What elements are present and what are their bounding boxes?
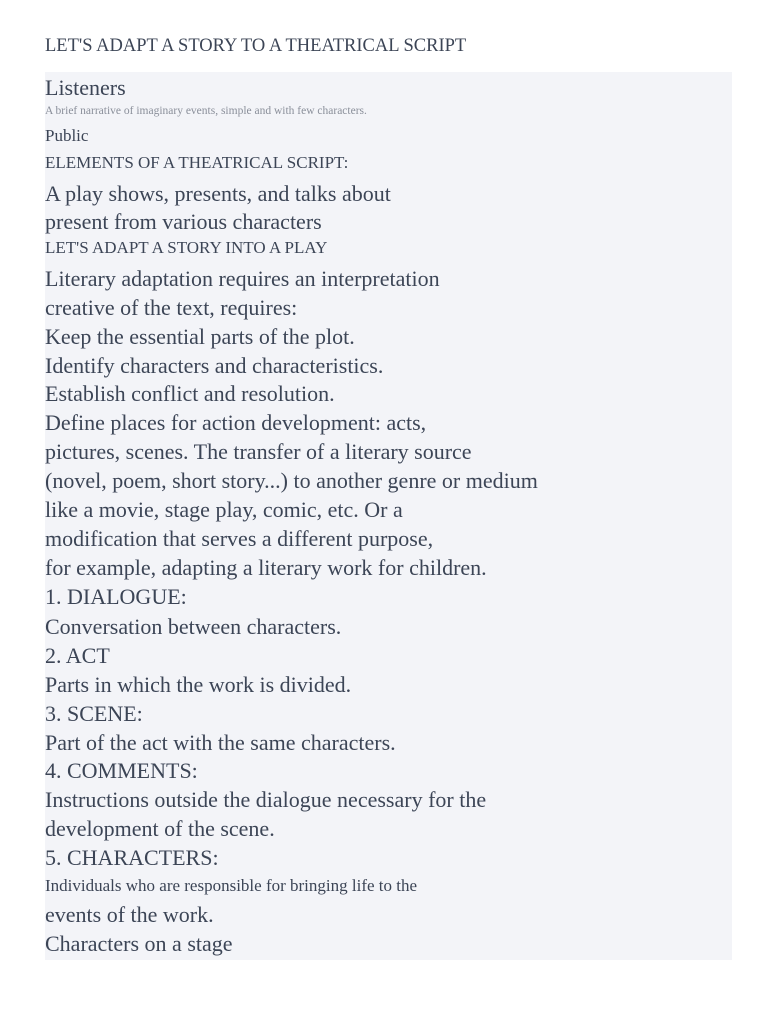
page-title: LET'S ADAPT A STORY TO A THEATRICAL SCRIPT (45, 36, 467, 56)
body-text-line: Establish conflict and resolution. (45, 381, 335, 406)
list-heading-characters: 5. CHARACTERS: (45, 845, 219, 870)
body-text-line: present from various characters (45, 209, 322, 234)
list-item-text: Parts in which the work is divided. (45, 672, 352, 697)
body-text-line: Define places for action development: acts, (45, 410, 427, 435)
list-heading-comments: 4. COMMENTS: (45, 758, 198, 783)
body-text-line: Keep the essential parts of the plot. (45, 324, 355, 349)
list-item-text: Characters on a stage (45, 931, 233, 956)
body-text-line: creative of the text, requires: (45, 295, 298, 320)
body-text-line: A play shows, presents, and talks about (45, 181, 391, 206)
section-heading-listeners: Listeners (45, 75, 126, 100)
body-text-line: modification that serves a different purpose, (45, 526, 434, 551)
body-text-line: (novel, poem, short story...) to another genre or medium (45, 468, 538, 493)
section-heading-public: Public (45, 126, 89, 145)
section-heading-adapt: LET'S ADAPT A STORY INTO A PLAY (45, 238, 328, 257)
section-heading-elements: ELEMENTS OF A THEATRICAL SCRIPT: (45, 153, 349, 172)
list-heading-dialogue: 1. DIALOGUE: (45, 584, 187, 609)
list-heading-scene: 3. SCENE: (45, 701, 143, 726)
body-text-line: like a movie, stage play, comic, etc. Or a (45, 497, 403, 522)
list-item-text: events of the work. (45, 902, 214, 927)
list-item-text: Part of the act with the same characters. (45, 730, 396, 755)
list-item-text: Individuals who are responsible for bringing life to the (45, 876, 418, 895)
body-text-line: Literary adaptation requires an interpretation (45, 266, 440, 291)
list-item-text: development of the scene. (45, 816, 275, 841)
body-text-line: pictures, scenes. The transfer of a literary source (45, 439, 472, 464)
body-text-line: Identify characters and characteristics. (45, 353, 384, 378)
definition-text: A brief narrative of imaginary events, simple and with few characters. (45, 105, 367, 117)
body-text-line: for example, adapting a literary work for children. (45, 555, 487, 580)
list-item-text: Instructions outside the dialogue necessary for the (45, 787, 487, 812)
list-heading-act: 2. ACT (45, 643, 110, 668)
list-item-text: Conversation between characters. (45, 614, 342, 639)
